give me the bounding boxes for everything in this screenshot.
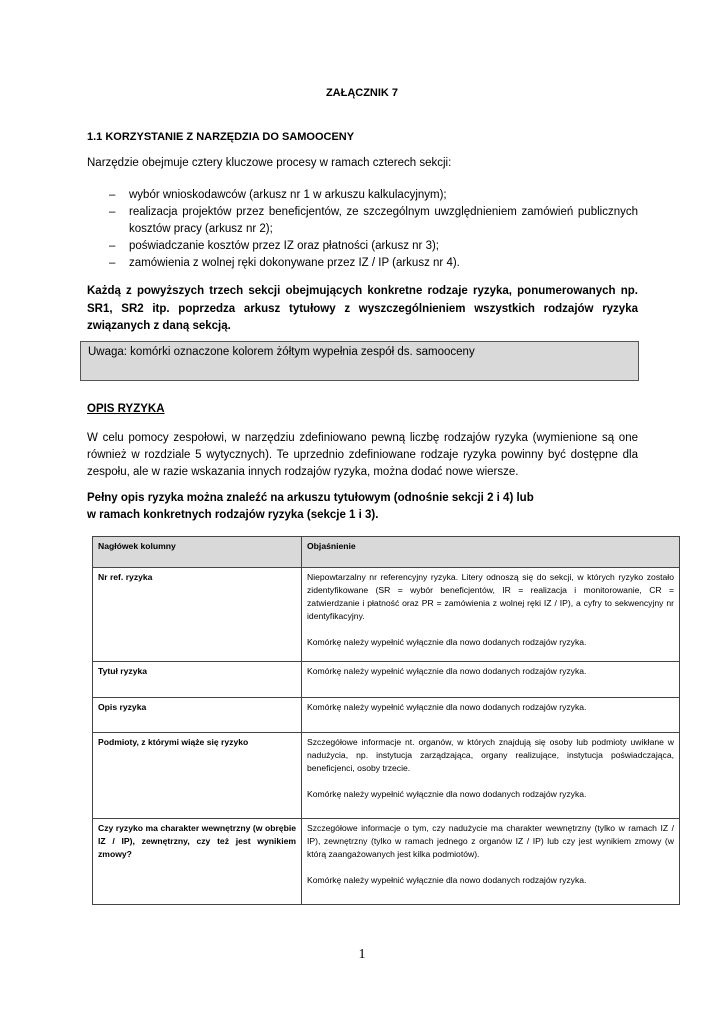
table-row xyxy=(93,819,680,905)
row-label: Czy ryzyko ma charakter wewnętrzny (w obrębie IZ / IP), zewnętrzny, czy też jest wynikiem zmowy? xyxy=(93,819,302,905)
table-row xyxy=(93,568,680,662)
full-description-line-2: w ramach konkretnych rodzajów ryzyka (sekcje 1 i 3). xyxy=(87,509,379,521)
note-box xyxy=(80,341,639,381)
row-explanation xyxy=(302,698,680,733)
row-text: Szczegółowe informacje nt. organów, w których znajdują się osoby lub podmioty uwikłane w nadużycia, np. instytucja zarządzająca, organy realizujące, instytucja poświadczająca, beneficjenci, osoby trzecie. xyxy=(307,737,674,773)
row-label: Podmioty, z którymi wiąże się ryzyko xyxy=(93,733,302,819)
table-row xyxy=(93,662,680,698)
document-title: ZAŁĄCZNIK 7 xyxy=(325,87,399,99)
list-item-text: wybór wnioskodawców (arkusz nr 1 w arkuszu kalkulacyjnym); xyxy=(129,189,447,201)
list-item xyxy=(87,255,638,272)
risk-description-heading: OPIS RYZYKA xyxy=(87,403,165,415)
process-list xyxy=(87,187,638,272)
bullet-dash: – xyxy=(109,240,116,252)
row-text: Komórkę należy wypełnić wyłącznie dla nowo dodanych rodzajów ryzyka. xyxy=(307,702,587,712)
row-text: Niepowtarzalny nr referencyjny ryzyka. Litery odnoszą się do sekcji, w których ryzyko zostało zidentyfikowane (SR = wybór beneficjentów, IR = realizacja i monitorowanie, CR = zatwierdzanie i płatność oraz PR = zamówienia z wolnej ręki IZ / IP), a cyfry to sekwencyjny nr identyfikacyjny. xyxy=(307,572,674,621)
row-explanation xyxy=(302,662,680,698)
bullet-dash: – xyxy=(109,189,116,201)
bullet-dash: – xyxy=(109,206,116,218)
row-note: Komórkę należy wypełnić wyłącznie dla nowo dodanych rodzajów ryzyka. xyxy=(307,789,587,799)
risk-paragraph: W celu pomocy zespołowi, w narzędziu zdefiniowano pewną liczbę rodzajów ryzyka (wymienione są one również w rozdziale 5 wytycznych). Te uprzednio zdefiniowane rodzaje ryzyka powinny być dostępne dla zespołu, ale w razie wskazania innych rodzajów ryzyka, można dodać nowe wiersze. xyxy=(87,432,638,478)
column-explanation-table xyxy=(92,536,680,905)
sections-paragraph: Każdą z powyższych trzech sekcji obejmujących konkretne rodzaje ryzyka, ponumerowanych np. SR1, SR2 itp. poprzedza arkusz tytułowy z wyszczególnieniem wszystkich rodzajów ryzyka związanych z daną sekcją. xyxy=(87,285,638,332)
row-text: Komórkę należy wypełnić wyłącznie dla nowo dodanych rodzajów ryzyka. xyxy=(307,666,587,676)
row-note: Komórkę należy wypełnić wyłącznie dla nowo dodanych rodzajów ryzyka. xyxy=(307,875,587,885)
list-item xyxy=(87,187,638,204)
full-description-line-1: Pełny opis ryzyka można znaleźć na arkuszu tytułowym (odnośnie sekcji 2 i 4) lub xyxy=(87,492,534,504)
column-header: Nagłówek kolumny xyxy=(93,537,302,568)
list-item-text: realizacja projektów przez beneficjentów, ze szczególnym uwzględnieniem zamówień publicznych kosztów pracy (arkusz nr 2); xyxy=(129,206,638,235)
row-explanation xyxy=(302,568,680,662)
section-heading: 1.1 KORZYSTANIE Z NARZĘDZIA DO SAMOOCENY xyxy=(87,131,355,143)
row-explanation xyxy=(302,819,680,905)
row-label: Opis ryzyka xyxy=(93,698,302,733)
row-text: Szczegółowe informacje o tym, czy nadużycie ma charakter wewnętrzny (tylko w ramach IZ / IP), zewnętrzny (tylko w ramach jednego z organów IZ / IP) lub czy jest wynikiem zmowy (w którą zaangażowanych jest kilka podmiotów). xyxy=(307,823,674,859)
row-label: Tytuł ryzyka xyxy=(93,662,302,698)
list-item xyxy=(87,238,638,255)
list-item xyxy=(87,204,638,238)
column-header: Objaśnienie xyxy=(302,537,680,568)
table-header-row xyxy=(93,537,680,568)
full-description-paragraph xyxy=(87,490,607,524)
list-item-text: zamówienia z wolnej ręki dokonywane przez IZ / IP (arkusz nr 4). xyxy=(129,257,460,269)
note-text: Uwaga: komórki oznaczone kolorem żółtym wypełnia zespół ds. samooceny xyxy=(88,346,475,358)
bullet-dash: – xyxy=(109,257,116,269)
row-note: Komórkę należy wypełnić wyłącznie dla nowo dodanych rodzajów ryzyka. xyxy=(307,637,587,647)
list-item-text: poświadczanie kosztów przez IZ oraz płatności (arkusz nr 3); xyxy=(129,240,439,252)
intro-paragraph: Narzędzie obejmuje cztery kluczowe procesy w ramach czterech sekcji: xyxy=(87,157,452,169)
row-label: Nr ref. ryzyka xyxy=(93,568,302,662)
table-row xyxy=(93,698,680,733)
page-number: 1 xyxy=(358,947,366,962)
row-explanation xyxy=(302,733,680,819)
table-row xyxy=(93,733,680,819)
